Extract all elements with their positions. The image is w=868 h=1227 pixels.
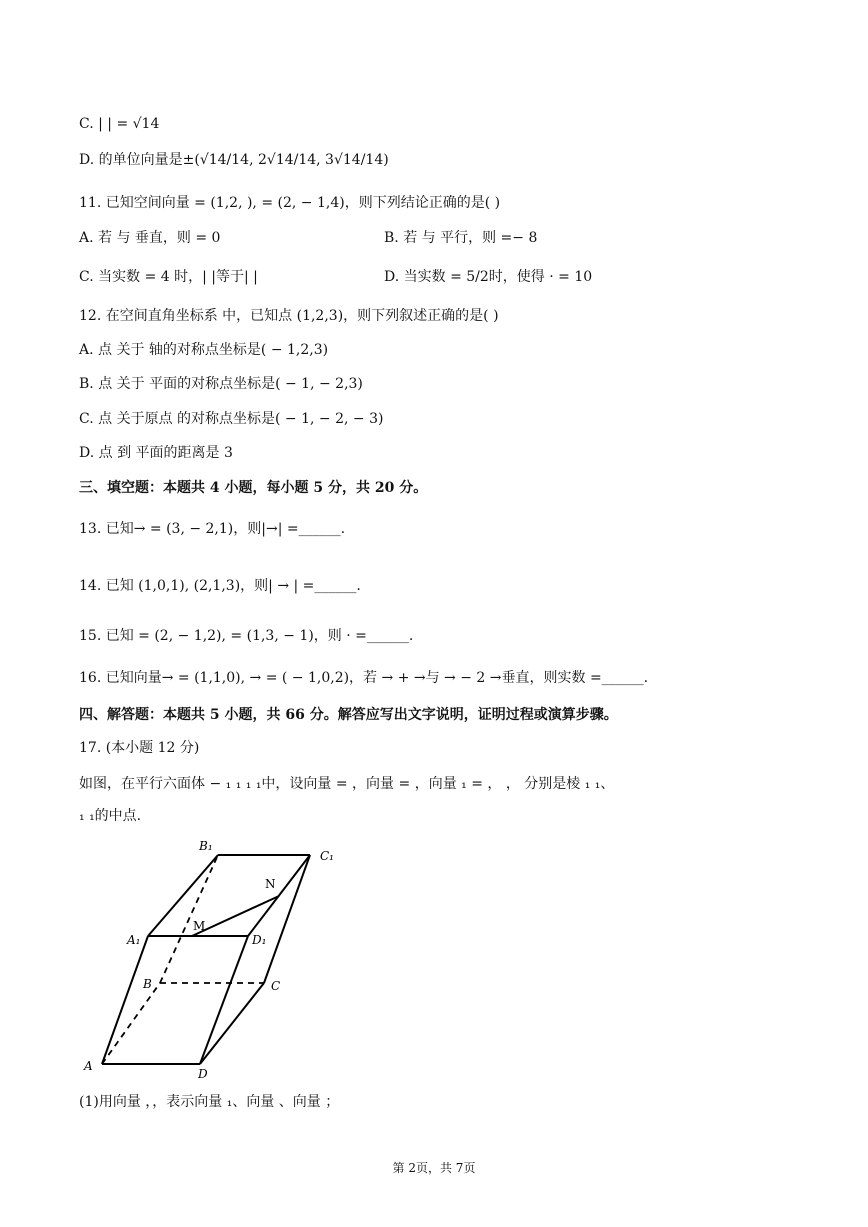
label-n: N — [265, 877, 276, 891]
section-4-heading: 四、解答题：本题共 5 小题，共 66 分。解答应写出文字说明，证明过程或演算步骤。 — [79, 707, 618, 723]
question-14: 14. 已知 (1,0,1), (2,1,3)，则| → | =______. — [79, 578, 361, 594]
label-m: M — [193, 919, 206, 933]
edge-d1-c1 — [248, 855, 310, 936]
question-15: 15. 已知 = (2, − 1,2), = (1,3, − 1)，则 · =______. — [79, 628, 414, 644]
edge-a1-b1 — [148, 855, 218, 936]
question-12: 12. 在空间直角坐标系 中，已知点 (1,2,3)，则下列叙述正确的是( ) — [79, 308, 499, 324]
question-11-option-c: C. 当实数 = 4 时，| |等于| | — [79, 269, 258, 285]
question-11-option-d: D. 当实数 = 5/2时，使得 · = 10 — [384, 269, 593, 285]
hidden-edge-b-b1 — [160, 855, 218, 983]
edge-d-c — [200, 983, 264, 1064]
label-b: B — [143, 977, 152, 991]
label-a1: A₁ — [127, 933, 141, 947]
question-11-option-a: A. 若 与 垂直，则 = 0 — [79, 230, 221, 246]
edge-d-d1 — [200, 936, 248, 1064]
page-footer: 第 2页，共 7页 — [392, 1161, 476, 1175]
edge-c-c1 — [264, 855, 310, 983]
question-11: 11. 已知空间向量 = (1,2, ), = (2, − 1,4)，则下列结论正确的是( ) — [79, 195, 501, 211]
edge-a-a1 — [102, 936, 148, 1064]
hidden-edge-a-b — [102, 983, 160, 1064]
label-b1: B₁ — [199, 839, 213, 853]
question-17-text-line-1: 如图，在平行六面体 − ₁ ₁ ₁ ₁中，设向量 = ，向量 = ，向量 ₁ = ， ， 分别是棱 ₁ ₁、 — [79, 776, 615, 792]
question-17-title: 17. (本小题 12 分) — [79, 740, 200, 756]
label-a: A — [84, 1059, 93, 1073]
parallelepiped-figure — [80, 832, 340, 1078]
question-12-option-c: C. 点 关于原点 的对称点坐标是( − 1, − 2, − 3) — [79, 411, 384, 427]
label-d: D — [198, 1067, 208, 1078]
label-c1: C₁ — [320, 849, 334, 863]
question-12-option-d: D. 点 到 平面的距离是 3 — [79, 445, 233, 461]
option-c: C. | | = √14 — [79, 116, 160, 132]
question-11-option-b: B. 若 与 平行，则 =− 8 — [384, 230, 538, 246]
question-12-option-a: A. 点 关于 轴的对称点坐标是( − 1,2,3) — [79, 342, 329, 358]
label-c: C — [271, 979, 281, 993]
option-d: D. 的单位向量是±(√14/14, 2√14/14, 3√14/14) — [79, 152, 389, 168]
label-d1: D₁ — [252, 933, 267, 947]
section-3-heading: 三、填空题：本题共 4 小题，每小题 5 分，共 20 分。 — [79, 480, 428, 496]
question-13: 13. 已知→ = (3, − 2,1)，则|→| =______. — [79, 521, 346, 537]
question-12-option-b: B. 点 关于 平面的对称点坐标是( − 1, − 2,3) — [79, 376, 363, 392]
question-16: 16. 已知向量→ = (1,1,0), → = ( − 1,0,2)，若 → + →与 → − 2 →垂直，则实数 =______. — [79, 670, 649, 686]
question-17-part-1: (1)用向量 ，，表示向量 ₁、向量 、向量 ； — [79, 1094, 340, 1110]
question-17-text-line-2: ₁ ₁的中点. — [79, 808, 142, 824]
